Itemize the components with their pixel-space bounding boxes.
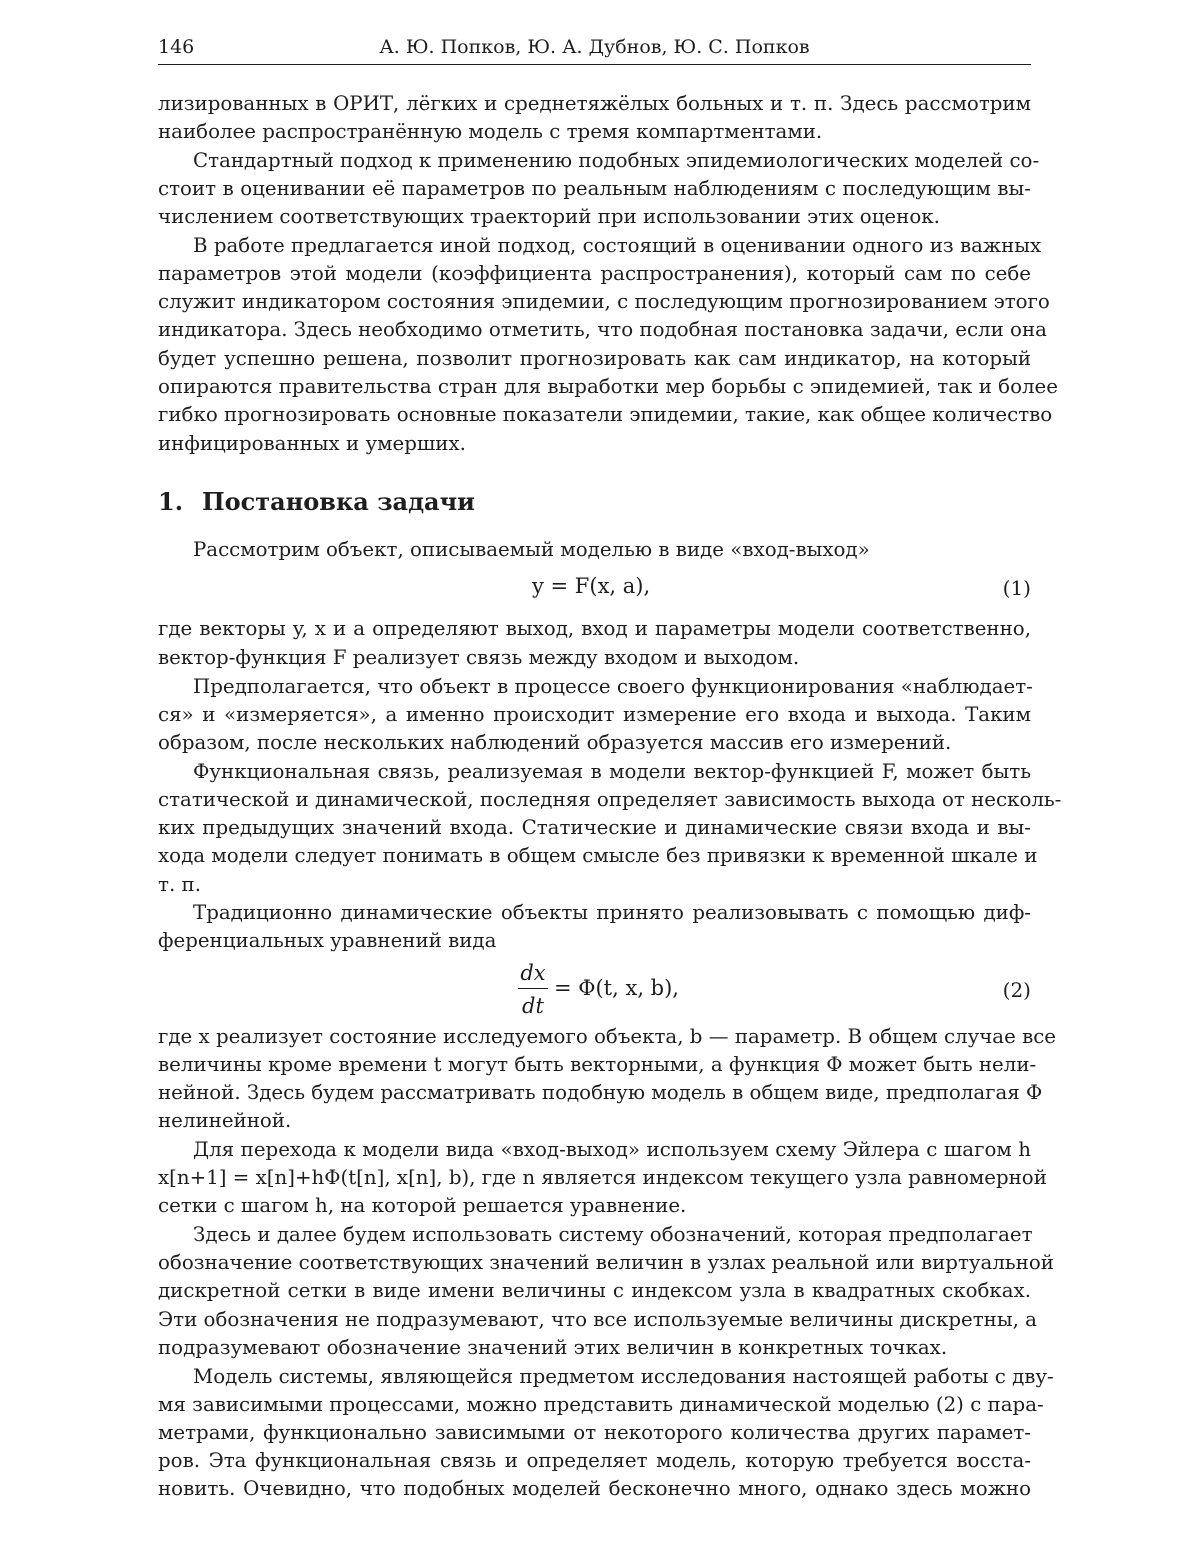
text-line: где векторы y, x и a определяют выход, вход и параметры модели соответственно, [158,617,1031,640]
running-header-authors: А. Ю. Попков, Ю. А. Дубнов, Ю. С. Попков [379,36,810,58]
text-line: нелинейной. [158,1109,292,1132]
text-line: опираются правительства стран для выработки мер борьбы с эпидемией, так и более [158,375,1058,398]
text-line: Традиционно динамические объекты принято реализовывать с помощью диф- [193,901,1031,924]
text-line: дискретной сетки в виде имени величины с индексом узла в квадратных скобках. [158,1279,1031,1302]
text-line: образом, после нескольких наблюдений образуется массив его измерений. [158,731,952,754]
text-line: лизированных в ОРИТ, лёгких и среднетяжёлых больных и т. п. Здесь рассмотрим [158,92,1031,115]
text-line: метрами, функционально зависимыми от некоторого количества других парамет- [158,1421,1031,1444]
equation-2-number: (2) [1002,978,1031,1002]
equation-1-number: (1) [1002,576,1031,600]
text-line: величины кроме времени t могут быть векторными, а функция Φ может быть нели- [158,1053,1037,1076]
text-line: Стандартный подход к применению подобных эпидемиологических моделей со- [193,149,1040,172]
text-line: x[n+1] = x[n]+hΦ(t[n], x[n], b), где n является индексом текущего узла равномерной [158,1166,1047,1189]
text-line: ференциальных уравнений вида [158,929,497,952]
text-line: параметров этой модели (коэффициента распространения), который сам по себе [158,262,1031,285]
text-line: сетки с шагом h, на которой решается уравнение. [158,1194,687,1217]
text-line: ров. Эта функциональная связь и определяет модель, которую требуется восста- [158,1449,1031,1472]
text-line: будет успешно решена, позволит прогнозировать как сам индикатор, на который [158,347,1031,370]
text-line: Функциональная связь, реализуемая в модели вектор-функцией F, может быть [193,760,1031,783]
text-line: В работе предлагается иной подход, состоящий в оценивании одного из важных [193,234,1042,257]
text-line: т. п. [158,873,201,896]
text-line: нейной. Здесь будем рассматривать подобную модель в общем виде, предполагая Φ [158,1081,1043,1104]
paragraph-4: Рассмотрим объект, описываемый моделью в виде «вход-выход» [193,538,870,561]
text-line: обозначение соответствующих значений величин в узлах реальной или виртуальной [158,1251,1054,1274]
equation-2-fraction [518,959,548,1021]
text-line: мя зависимыми процессами, можно представить динамической моделью (2) с пара- [158,1393,1044,1416]
text-line: стоит в оценивании её параметров по реальным наблюдениям с последующим вы- [158,177,1031,200]
text-line: Эти обозначения не подразумевают, что все используемые величины дискретны, а [158,1308,1037,1331]
text-line: числением соответствующих траекторий при использовании этих оценок. [158,205,940,228]
text-line: Модель системы, являющейся предметом исследования настоящей работы с дву- [193,1365,1054,1388]
text-column [158,0,1062,1553]
equation-1-formula: y = F(x, a), [532,574,651,598]
text-line: подразумевают обозначение значений этих величин в конкретных точках. [158,1336,948,1359]
section-number: 1. [158,487,184,516]
page-number: 146 [158,36,195,58]
text-line: статической и динамической, последняя определяет зависимость выхода от несколь- [158,788,1062,811]
section-title: Постановка задачи [202,487,475,516]
text-line: ся» и «измеряется», а именно происходит измерение его входа и выхода. Таким [158,703,1031,726]
text-line: наиболее распространённую модель с тремя компартментами. [158,120,823,143]
text-line: гибко прогнозировать основные показатели эпидемии, такие, как общее количество [158,403,1053,426]
equation-2-denominator: dt [522,994,544,1018]
text-line: Предполагается, что объект в процессе своего функционирования «наблюдает- [193,675,1033,698]
equation-2-rhs: = Φ(t, x, b), [554,976,679,1000]
text-line: хода модели следует понимать в общем смысле без привязки к временной шкале и [158,844,1038,867]
section-heading [158,487,475,516]
equation-2-numerator: dx [520,961,546,985]
text-line: вектор-функция F реализует связь между входом и выходом. [158,646,800,669]
text-line: ких предыдущих значений входа. Статические и динамические связи входа и вы- [158,816,1031,839]
text-line: индикатора. Здесь необходимо отметить, что подобная постановка задачи, если она [158,318,1047,341]
text-line: инфицированных и умерших. [158,432,466,455]
text-line: где x реализует состояние исследуемого объекта, b — параметр. В общем случае все [158,1025,1057,1048]
text-line: Для перехода к модели вида «вход-выход» используем схему Эйлера с шагом h [193,1138,1031,1161]
text-line: служит индикатором состояния эпидемии, с последующим прогнозированием этого [158,290,1050,313]
text-line: новить. Очевидно, что подобных моделей бесконечно много, однако здесь можно [158,1477,1031,1500]
text-line: Здесь и далее будем использовать систему обозначений, которая предполагает [193,1223,1033,1246]
fraction-bar [518,988,548,989]
